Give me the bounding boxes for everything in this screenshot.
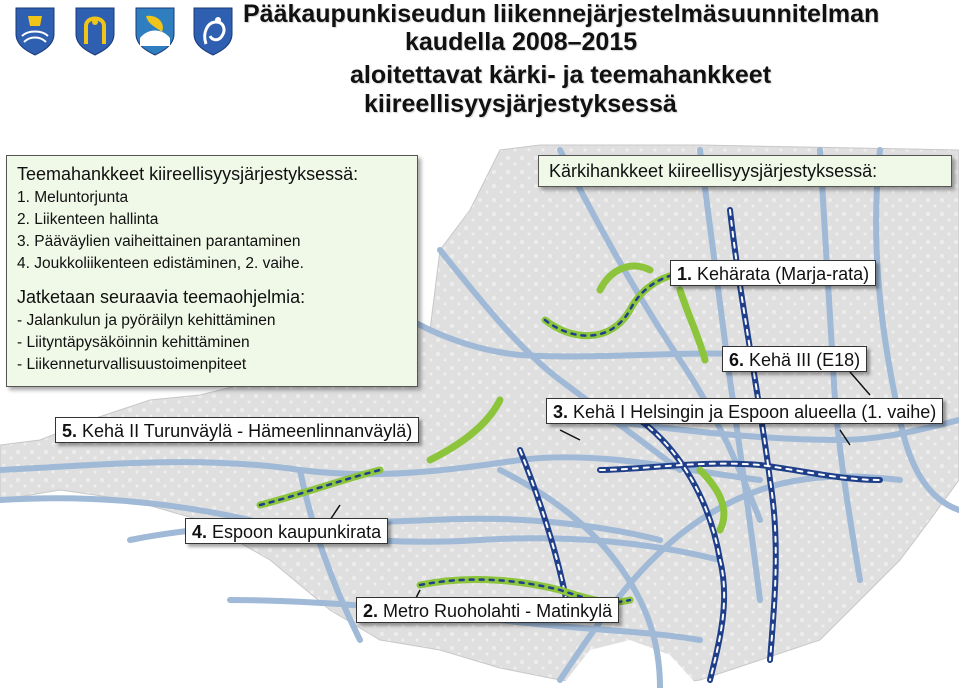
theme-projects-box bbox=[6, 155, 418, 387]
project-name: Metro Ruoholahti - Matinkylä bbox=[383, 601, 613, 621]
program-item: - Liityntäpysäköinnin kehittäminen bbox=[17, 334, 250, 351]
vantaa-crest-icon bbox=[194, 8, 232, 55]
project-label-3 bbox=[546, 398, 943, 424]
project-number: 2. bbox=[363, 601, 379, 621]
project-label-1 bbox=[670, 260, 876, 286]
project-name: Kehä I Helsingin ja Espoon alueella (1. vaihe) bbox=[573, 402, 937, 422]
project-number: 4. bbox=[192, 522, 208, 542]
continued-programs-heading: Jatketaan seuraavia teemaohjelmia: bbox=[17, 287, 306, 307]
page-title-line-4: kiireellisyysjärjestyksessä bbox=[364, 90, 677, 118]
kauniainen-crest-icon bbox=[136, 8, 174, 55]
project-number: 5. bbox=[62, 421, 78, 441]
page-title-line-2: kaudella 2008–2015 bbox=[405, 28, 638, 56]
project-number: 1. bbox=[677, 264, 693, 284]
theme-item: 1. Meluntorjunta bbox=[17, 189, 129, 206]
project-name: Espoon kaupunkirata bbox=[212, 522, 382, 542]
page-title-line-1: Pääkaupunkiseudun liikennejärjestelmäsuunnitelman bbox=[243, 0, 880, 28]
program-item: - Liikenneturvallisuustoimenpiteet bbox=[17, 356, 247, 373]
theme-item: 2. Liikenteen hallinta bbox=[17, 211, 159, 228]
project-label-2 bbox=[356, 597, 619, 623]
project-number: 6. bbox=[729, 350, 745, 370]
theme-projects-heading: Teemahankkeet kiireellisyysjärjestyksessä: bbox=[17, 164, 359, 184]
crest-group bbox=[16, 8, 232, 55]
spearhead-projects-heading: Kärkihankkeet kiireellisyysjärjestyksessä: bbox=[549, 161, 878, 181]
spearhead-projects-box bbox=[538, 155, 952, 187]
project-name: Kehä II Turunväylä - Hämeenlinnanväylä) bbox=[82, 421, 413, 441]
project-label-4 bbox=[185, 518, 388, 544]
project-name: Kehä III (E18) bbox=[749, 350, 861, 370]
theme-item: 3. Pääväylien vaiheittainen parantaminen bbox=[17, 233, 301, 250]
helsinki-crest-icon bbox=[16, 8, 54, 55]
theme-item: 4. Joukkoliikenteen edistäminen, 2. vaihe. bbox=[17, 255, 304, 272]
page-title-line-3: aloitettavat kärki- ja teemahankkeet bbox=[350, 61, 772, 89]
espoo-crest-icon bbox=[76, 8, 114, 55]
project-label-5 bbox=[55, 417, 419, 443]
project-name: Kehärata (Marja-rata) bbox=[697, 264, 870, 284]
program-item: - Jalankulun ja pyöräilyn kehittäminen bbox=[17, 312, 276, 329]
project-label-6 bbox=[722, 346, 867, 372]
project-number: 3. bbox=[553, 402, 569, 422]
